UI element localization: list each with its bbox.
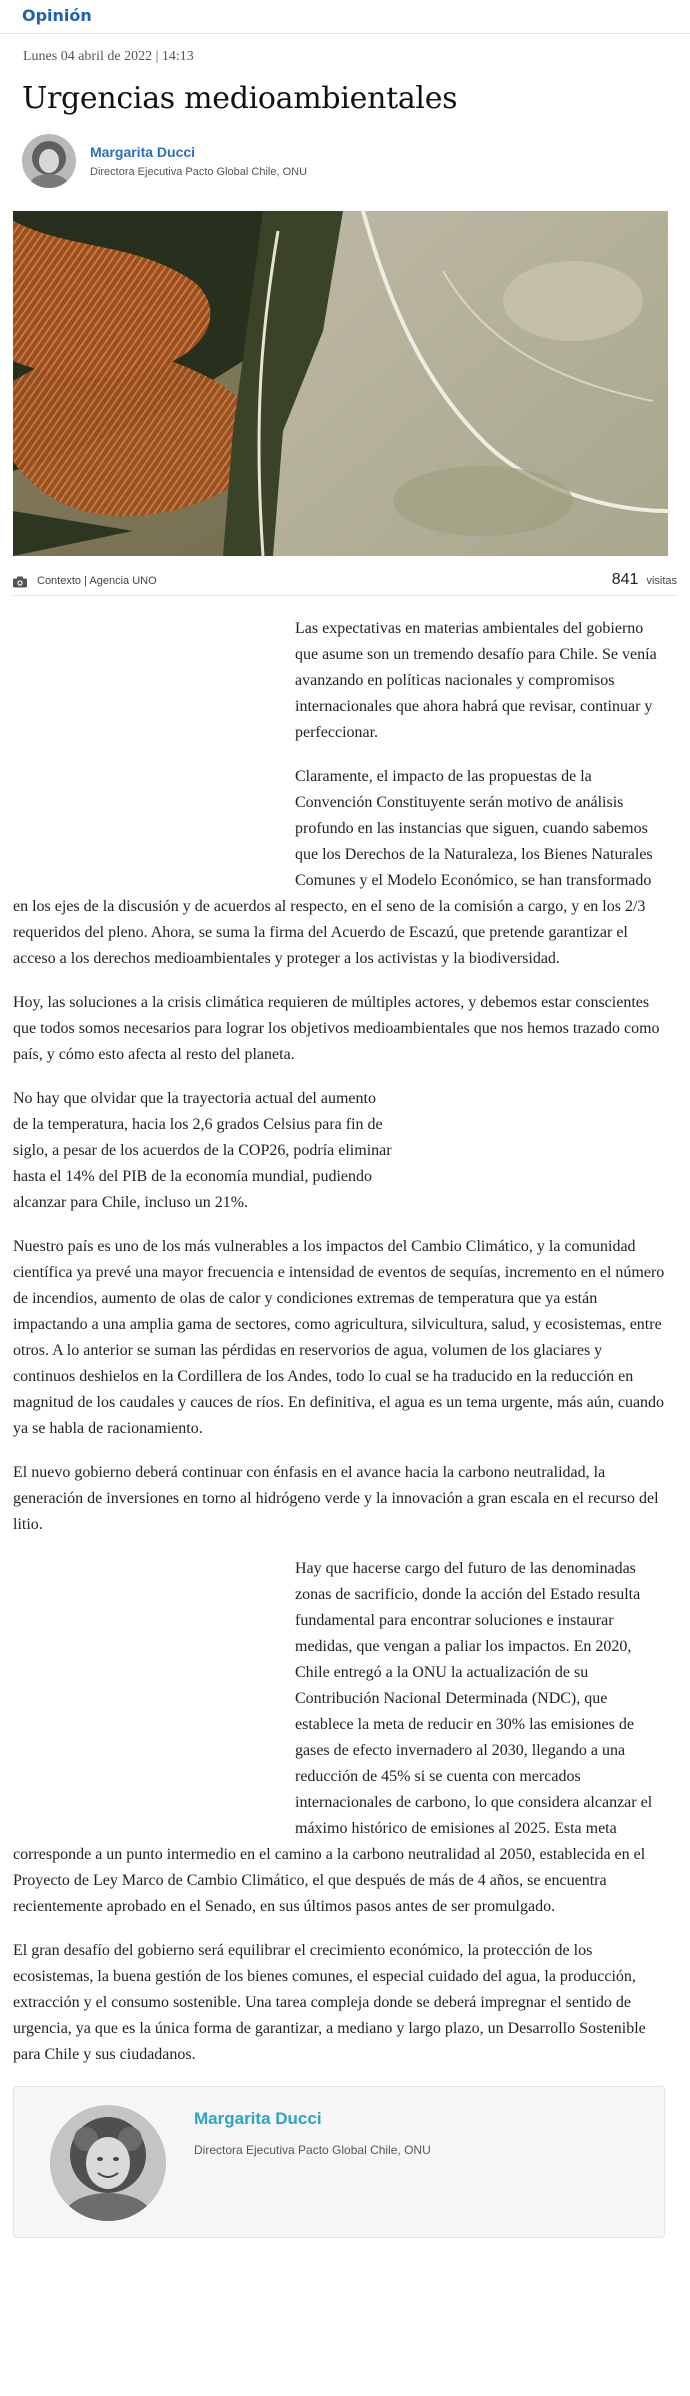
author-avatar-large[interactable]	[50, 2105, 166, 2221]
page-title: Urgencias medioambientales	[22, 81, 458, 116]
paragraph: Nuestro país es uno de los más vulnerables a los impactos del Cambio Climático, y la comunidad científica ya prevé una mayor frecuencia e intensidad de eventos de sequías, incremento en el número de incendios, aumento de olas de calor y condiciones extremas de temperatura que ya están impactando a una amplia gama de sectores, como agricultura, silvicultura, salud, y ecosistemas, entre otros. A lo anterior se suman las pérdidas en reservorios de agua, volumen de los glaciares y continuos deshielos en la Cordillera de los Andes, todo lo cual se ha traducido en la reducción en magnitud de los caudales y cauces de ríos. En definitiva, el agua es un tema urgente, más aún, cuando ya se habla de racionamiento.	[13, 1238, 665, 1437]
paragraph: Las expectativas en materias ambientales del gobierno que asume son un tremendo desafío para Chile. Se venía avanzando en políticas nacionales y compromisos internacionales que ahora habrá que revisar, continuar y perfeccionar.	[295, 620, 657, 741]
section-link-opinion[interactable]: Opinión	[22, 6, 92, 25]
bio-author-role: Directora Ejecutiva Pacto Global Chile, ONU	[194, 2143, 431, 2157]
author-bio-card	[13, 2086, 665, 2238]
author-avatar[interactable]	[22, 134, 76, 188]
paragraph: Hoy, las soluciones a la crisis climática requieren de múltiples actores, y debemos estar conscientes que todos somos necesarios para lograr los objetivos medioambientales que nos hemos trazado como país, y cómo esto afecta al resto del planeta.	[13, 994, 660, 1063]
paragraph: Hay que hacerse cargo del futuro de las denominadas zonas de sacrificio, donde la acción del Estado resulta fundamental para encontrar soluciones e instaurar medidas, que vengan a paliar los impactos. En 2020, Chile entregó a la ONU la actualización de su Contribución Nacional Determinada (NDC), que establece la meta de reducir en 30% las emisiones de gases de efecto invernadero al 2030, llegando a una reducción de 45% si se cuenta con mercados internacionales de carbono, lo que considera alcanzar el máximo histórico de emisiones al 2025. Esta meta corresponde a un punto intermedio en el camino a la carbono neutralidad al 2050, establecida en el Proyecto de Ley Marco de Cambio Climático, el que después de más de 4 años, se encuentra recientemente aprobado en el Senado, en sus últimos pasos antes de ser promulgado.	[13, 1560, 653, 1915]
author-byline	[22, 133, 690, 189]
view-counter	[612, 571, 677, 589]
paragraph: Claramente, el impacto de las propuestas de la Convención Constituyente serán motivo de análisis profundo en las instancias que siguen, cuando sabemos que los Derechos de la Naturaleza, los Bienes Naturales Comunes y el Modelo Económico, se han transformado en los ejes de la discusión y de acuerdos al respecto, en el seno de la comisión a cargo, y en los 2/3 requeridos del pleno. Ahora, se suma la firma del Acuerdo de Escazú, que pretende garantizar el acceso a los derechos medioambientales y proteger a los activistas y la biodiversidad.	[13, 768, 653, 967]
paragraph: El gran desafío del gobierno será equilibrar el crecimiento económico, la protección de los ecosistemas, la buena gestión de los bienes comunes, el especial cuidado del agua, la producción, extracción y el consumo sostenible. Una tarea compleja donde se deberá impregnar el sentido de urgencia, ya que es la única forma de garantizar, a mediano y largo plazo, un Desarrollo Sostenible para Chile y sus ciudadanos.	[13, 1942, 646, 2063]
article-body	[13, 616, 665, 2068]
author-name-link[interactable]: Margarita Ducci	[90, 144, 196, 160]
photo-caption-bar	[13, 566, 677, 596]
bio-author-name[interactable]: Margarita Ducci	[194, 2109, 322, 2128]
publish-date: Lunes 04 abril de 2022 | 14:13	[23, 49, 194, 64]
author-role: Directora Ejecutiva Pacto Global Chile, ONU	[90, 166, 308, 178]
section-header	[0, 0, 690, 34]
photo-credit: Contexto | Agencia UNO	[37, 574, 157, 587]
paragraph: No hay que olvidar que la trayectoria actual del aumento de la temperatura, hacia los 2,6 grados Celsius para fin de siglo, a pesar de los acuerdos de la COP26, podría eliminar hasta el 14% del PIB de la economía mundial, pudiendo alcanzar para Chile, incluso un 21%.	[13, 1090, 392, 1211]
ad-slot	[13, 616, 295, 886]
hero-image	[13, 211, 668, 556]
ad-slot	[13, 1556, 295, 1826]
view-label: visitas	[646, 575, 677, 587]
view-count: 841	[611, 571, 639, 588]
paragraph: El nuevo gobierno deberá continuar con énfasis en el avance hacia la carbono neutralidad, la generación de inversiones en torno al hidrógeno verde y la innovación a gran escala en el recurso del litio.	[13, 1464, 659, 1533]
camera-icon	[13, 575, 27, 587]
